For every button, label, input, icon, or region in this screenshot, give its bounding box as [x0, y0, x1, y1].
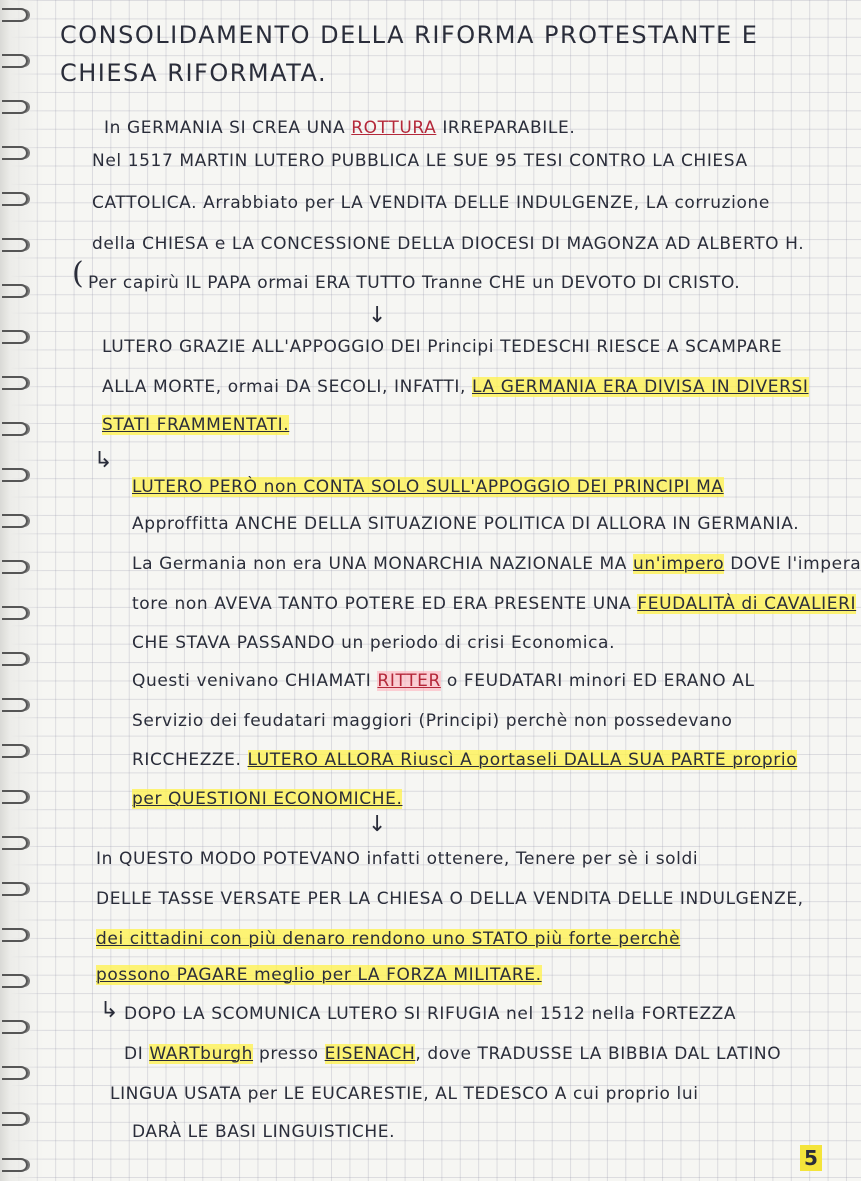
page-number: 5 [800, 1145, 822, 1171]
spiral-ring [2, 468, 28, 482]
bracket-symbol: ( [72, 256, 84, 291]
text-span: ALLA MORTE, ormai DA SECOLI, INFATTI, [102, 377, 472, 397]
highlighted-text: WARTburgh [149, 1044, 254, 1064]
highlighted-text: LUTERO PERÒ non CONTA SOLO SULL'APPOGGIO DEI PRINCIPI MA [132, 477, 724, 497]
paragraph-line: CHE STAVA PASSANDO un periodo di crisi Economica. [132, 633, 616, 653]
spiral-ring [2, 1020, 28, 1034]
spiral-ring [2, 698, 28, 712]
notebook-spiral-binding [0, 0, 44, 1181]
spiral-ring [2, 974, 28, 988]
highlighted-text: per QUESTIONI ECONOMICHE. [132, 789, 403, 809]
highlighted-text: STATI FRAMMENTATI. [102, 415, 290, 435]
spiral-ring [2, 1158, 28, 1172]
paragraph-line [124, 1043, 781, 1065]
paragraph-line [104, 117, 575, 139]
text-span: In GERMANIA SI CREA UNA [104, 118, 352, 138]
highlighted-text: FEUDALITÀ di CAVALIERI [637, 594, 857, 614]
arrow-down-icon: ↓ [368, 303, 387, 328]
paragraph-line [132, 593, 856, 615]
text-span: presso [253, 1044, 325, 1064]
spiral-ring [2, 238, 28, 252]
spiral-ring [2, 928, 28, 942]
paragraph-line: In QUESTO MODO POTEVANO infatti ottenere, Tenere per sè i soldi [96, 849, 699, 869]
title-line-1: CONSOLIDAMENTO DELLA RIFORMA PROTESTANTE E [60, 21, 759, 49]
spiral-ring [2, 744, 28, 758]
highlighted-text: dei cittadini con più denaro rendono uno STATO più forte perchè [96, 929, 681, 949]
paragraph-line [132, 553, 861, 575]
paragraph-line [132, 749, 797, 771]
paragraph-line [102, 414, 289, 436]
spiral-ring [2, 514, 28, 528]
paragraph-line: Approffitta ANCHE DELLA SITUAZIONE POLITICA DI ALLORA IN GERMANIA. [132, 514, 800, 534]
spiral-ring [2, 560, 28, 574]
paragraph-line [132, 788, 402, 810]
paragraph-line: DARÀ LE BASI LINGUISTICHE. [132, 1122, 396, 1142]
text-span: La Germania non era UNA MONARCHIA NAZIONALE MA [132, 554, 634, 574]
highlighted-text-red: RITTER [377, 671, 441, 691]
text-span: o FEUDATARI minori ED ERANO AL [440, 671, 755, 691]
highlighted-text: LUTERO ALLORA Riuscì A portaseli DALLA SUA PARTE proprio [247, 750, 798, 770]
highlighted-text: un'impero [633, 554, 725, 574]
text-span: tore [132, 594, 169, 614]
title-line-2: CHIESA RIFORMATA. [60, 59, 328, 87]
arrow-down-icon: ↓ [368, 812, 387, 837]
spiral-ring [2, 8, 28, 22]
paragraph-line: della CHIESA e LA CONCESSIONE DELLA DIOCESI DI MAGONZA AD ALBERTO H. [92, 234, 805, 254]
spiral-ring [2, 100, 28, 114]
highlighted-text: possono PAGARE meglio per LA FORZA MILITARE. [96, 965, 542, 985]
spiral-ring [2, 422, 28, 436]
paragraph-line: LINGUA USATA per LE EUCARESTIE, AL TEDESCO A cui proprio lui [110, 1084, 699, 1104]
spiral-ring [2, 54, 28, 68]
paragraph-line: LUTERO GRAZIE ALL'APPOGGIO DEI Principi TEDESCHI RIESCE A SCAMPARE [102, 337, 783, 357]
text-span: DI [124, 1044, 150, 1064]
spiral-ring [2, 882, 28, 896]
paragraph-line [96, 928, 680, 950]
text-span-red: ROTTURA [351, 118, 437, 138]
spiral-ring [2, 192, 28, 206]
paragraph-line: DELLE TASSE VERSATE PER LA CHIESA O DELLA VENDITA DELLE INDULGENZE, [96, 889, 804, 909]
paragraph-line [96, 964, 542, 986]
spiral-ring [2, 790, 28, 804]
paragraph-line [132, 670, 755, 692]
spiral-ring [2, 330, 28, 344]
paragraph-line: DOPO LA SCOMUNICA LUTERO SI RIFUGIA nel 1512 nella FORTEZZA [124, 1004, 737, 1024]
text-span: non AVEVA TANTO POTERE ED ERA PRESENTE UNA [168, 594, 638, 614]
arrow-turn-icon: ↳ [100, 998, 119, 1023]
spiral-ring [2, 146, 28, 160]
paragraph-line: Servizio dei feudatari maggiori (Principi) perchè non possedevano [132, 711, 733, 731]
paragraph-line [102, 376, 809, 398]
highlighted-text: LA GERMANIA ERA DIVISA IN DIVERSI [472, 377, 809, 397]
paragraph-line [132, 476, 724, 498]
paragraph-line: Per capirù IL PAPA ormai ERA TUTTO Tranne CHE un DEVOTO DI CRISTO. [88, 273, 741, 293]
spiral-ring [2, 1112, 28, 1126]
spiral-ring [2, 284, 28, 298]
spiral-ring [2, 1066, 28, 1080]
text-span: IRREPARABILE. [436, 118, 576, 138]
spiral-ring [2, 836, 28, 850]
paragraph-line: Nel 1517 MARTIN LUTERO PUBBLICA LE SUE 95 TESI CONTRO LA CHIESA [92, 151, 748, 171]
paragraph-line: CATTOLICA. Arrabbiato per LA VENDITA DELLE INDULGENZE, LA corruzione [92, 193, 770, 213]
text-span: , dove TRADUSSE LA BIBBIA DAL LATINO [415, 1044, 782, 1064]
spiral-ring [2, 376, 28, 390]
spiral-ring [2, 652, 28, 666]
text-span: Questi venivano CHIAMATI [132, 671, 378, 691]
spiral-ring [2, 606, 28, 620]
highlighted-text: EISENACH [324, 1044, 416, 1064]
text-span: DOVE l'impera [724, 554, 861, 574]
text-span: RICCHEZZE. [132, 750, 248, 770]
arrow-turn-icon: ↳ [94, 448, 113, 473]
